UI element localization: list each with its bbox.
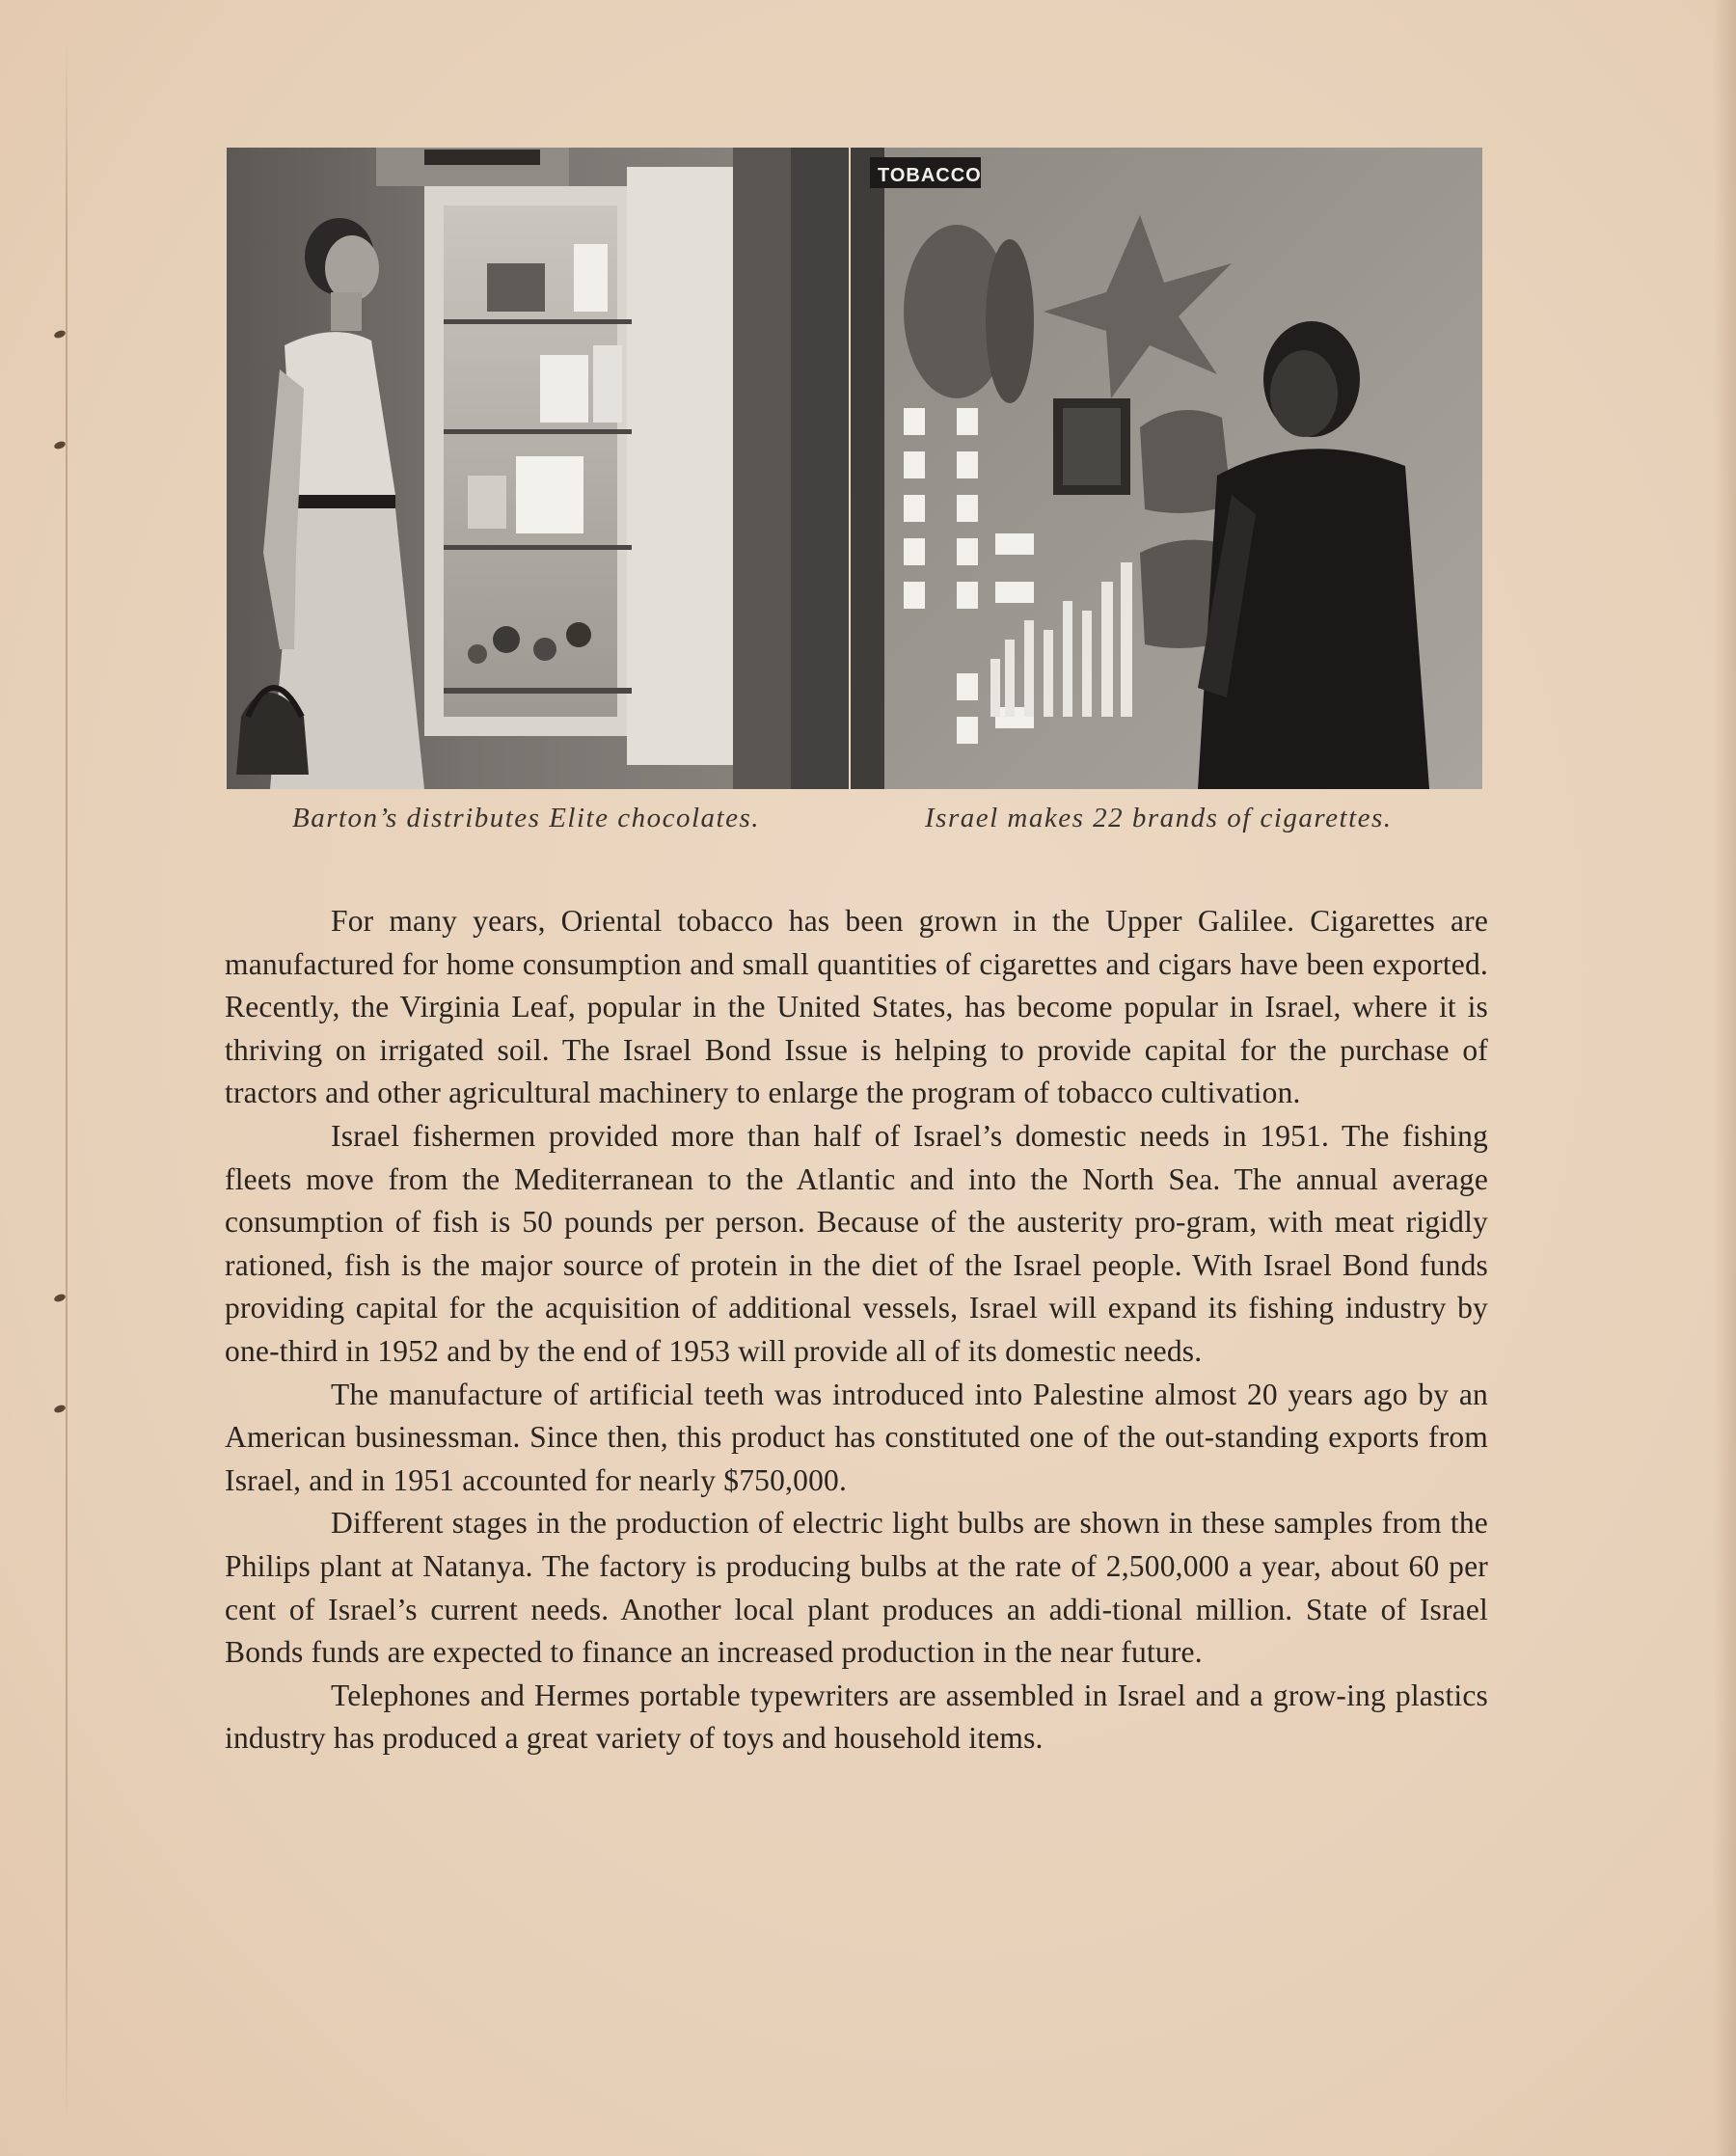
binding-hole-mark [53,1404,67,1414]
photo-chocolate-display [227,148,849,789]
caption-cigarettes: Israel makes 22 brands of cigarettes. [925,803,1393,833]
paragraph-telephones-typewriters: Telephones and Hermes portable typewriters are assembled in Israel and a grow-ing plastics industry has produced a great variety of toys and household items. [225,1678,1488,1756]
paragraph-artificial-teeth: The manufacture of artificial teeth was introduced into Palestine almost 20 years ago by an American businessman. Since then, this product has constituted one of the out-standing exports from Israel, and in 1951 accounted for nearly $750,000. [225,1377,1488,1497]
article-body [225,900,1488,1760]
photo-tobacco-exhibit [851,148,1482,789]
binding-hole-mark [53,1293,67,1303]
paragraph-fishing: Israel fishermen provided more than half of Israel’s domestic needs in 1951. The fishing fleets move from the Mediterranean to the Atlantic and into the North Sea. The annual average consumption of fish is 50 pounds per person. Because of the austerity pro-gram, with meat rigidly rationed, fish is the major source of protein in the diet of the Israel people. With Israel Bond funds providing capital for the acquisition of additional vessels, Israel will expand its fishing industry by one-third in 1952 and by the end of 1953 will provide all of its domestic needs. [225,1118,1488,1368]
paragraph-tobacco: For many years, Oriental tobacco has been grown in the Upper Galilee. Cigarettes are manufactured for home consumption and small quantities of cigarettes and cigars have been exported. Recently, the Virginia Leaf, popular in the United States, has become popular in Israel, where it is thriving on irrigated soil. The Israel Bond Issue is helping to provide capital for the purchase of tractors and other agricultural machinery to enlarge the program of tobacco cultivation. [225,904,1488,1110]
paragraph-light-bulbs: Different stages in the production of electric light bulbs are shown in these samples from the Philips plant at Natanya. The factory is producing bulbs at the rate of 2,500,000 a year, about 60 per cent of Israel’s current needs. Another local plant produces an addi-tional million. State of Israel Bonds funds are expected to finance an increased production in the near future. [225,1506,1488,1670]
photo-tobacco-exhibit-image [851,148,1482,789]
caption-chocolates: Barton’s distributes Elite chocolates. [292,803,760,833]
binding-hole-mark [53,329,67,340]
page-edge-shadow [1713,0,1736,2156]
photo-strip [227,148,1482,789]
tobacco-sign-text: TOBACCO [878,165,982,186]
binding-hole-mark [53,440,67,450]
photo-chocolate-display-image [227,148,849,789]
page-fold-line [66,39,68,2122]
